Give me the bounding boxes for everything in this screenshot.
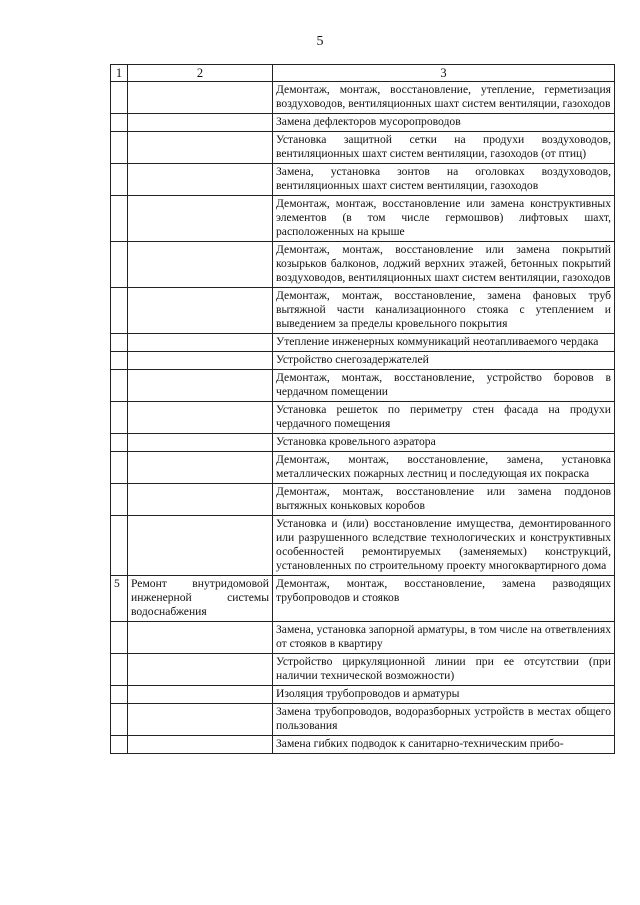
col-header-1: 1 — [111, 65, 128, 82]
section-title-cell — [128, 622, 273, 654]
work-description: Замена трубопроводов, водоразборных устройств в местах общего пользования — [273, 704, 615, 736]
work-description: Демонтаж, монтаж, восстановление, замена, установка металлических пожарных лестниц и последующая их покраска — [273, 452, 615, 484]
row-number-cell — [111, 452, 128, 484]
work-description: Устройство циркуляционной линии при ее отсутствии (при наличии технической возможности) — [273, 654, 615, 686]
work-description: Демонтаж, монтаж, восстановление или замена покрытий козырьков балконов, лоджий верхних этажей, бетонных покрытий воздуховодов, вентиляционных шахт систем вентиляции, газоходов — [273, 242, 615, 288]
section-title-cell — [128, 516, 273, 576]
table-row — [111, 82, 615, 114]
table-row — [111, 114, 615, 132]
section-title-cell — [128, 452, 273, 484]
table-row — [111, 288, 615, 334]
work-description: Установка и (или) восстановление имущества, демонтированного или разрушенного вследствие технологических и конструктивных особенностей ремонтируемых (заменяемых) конструкций, установленных по строительному проекту многоквартирного дома — [273, 516, 615, 576]
section-title-cell — [128, 370, 273, 402]
table-row — [111, 484, 615, 516]
table-row — [111, 686, 615, 704]
table-row — [111, 196, 615, 242]
section-title-cell — [128, 82, 273, 114]
work-description: Демонтаж, монтаж, восстановление или замена конструктивных элементов (в том числе гермошвов) лифтовых шахт, расположенных на крыше — [273, 196, 615, 242]
work-description: Устройство снегозадержателей — [273, 352, 615, 370]
section-title-cell — [128, 164, 273, 196]
section-title-cell — [128, 654, 273, 686]
work-description: Замена, установка зонтов на оголовках воздуховодов, вентиляционных шахт систем вентиляции, газоходов — [273, 164, 615, 196]
section-title-cell — [128, 484, 273, 516]
row-number-cell — [111, 132, 128, 164]
row-number-cell — [111, 622, 128, 654]
section-title-cell — [128, 686, 273, 704]
work-description: Демонтаж, монтаж, восстановление, замена фановых труб вытяжной части канализационного стояка с утеплением и выведением за пределы кровельного покрытия — [273, 288, 615, 334]
table-row — [111, 370, 615, 402]
table-row — [111, 132, 615, 164]
work-description: Замена дефлекторов мусоропроводов — [273, 114, 615, 132]
section-title-cell — [128, 114, 273, 132]
table-row — [111, 736, 615, 754]
row-number-cell — [111, 82, 128, 114]
work-description: Утепление инженерных коммуникаций неотапливаемого чердака — [273, 334, 615, 352]
work-description: Установка кровельного аэратора — [273, 434, 615, 452]
section-title-cell — [128, 434, 273, 452]
work-description: Установка защитной сетки на продухи воздуховодов, вентиляционных шахт систем вентиляции, газоходов (от птиц) — [273, 132, 615, 164]
work-description: Изоляция трубопроводов и арматуры — [273, 686, 615, 704]
section-number: 5 — [111, 576, 128, 622]
row-number-cell — [111, 288, 128, 334]
table-header-row — [111, 65, 615, 82]
table-row — [111, 402, 615, 434]
row-number-cell — [111, 370, 128, 402]
row-number-cell — [111, 654, 128, 686]
work-description: Установка решеток по периметру стен фасада на продухи чердачного помещения — [273, 402, 615, 434]
table-row — [111, 704, 615, 736]
section-title-cell — [128, 242, 273, 288]
section-title-cell — [128, 576, 273, 622]
work-description: Замена гибких подводок к санитарно-техническим прибо- — [273, 736, 615, 754]
row-number-cell — [111, 736, 128, 754]
work-description: Демонтаж, монтаж, восстановление, замена разводящих трубопроводов и стояков — [273, 576, 615, 622]
row-number-cell — [111, 164, 128, 196]
table-row — [111, 576, 615, 622]
table-row — [111, 622, 615, 654]
page-number: 5 — [316, 34, 324, 49]
table-row — [111, 516, 615, 576]
work-description: Демонтаж, монтаж, восстановление, устройство боровов в чердачном помещении — [273, 370, 615, 402]
works-table — [110, 64, 615, 754]
row-number-cell — [111, 402, 128, 434]
col-header-3: 3 — [273, 65, 615, 82]
section-title-cell — [128, 736, 273, 754]
section-title-cell — [128, 352, 273, 370]
section-title-cell — [128, 196, 273, 242]
section-title-cell — [128, 288, 273, 334]
section-title-cell — [128, 402, 273, 434]
col-header-2: 2 — [128, 65, 273, 82]
table-row — [111, 352, 615, 370]
work-description: Демонтаж, монтаж, восстановление, утепление, герметизация воздуховодов, вентиляционных шахт систем вентиляции, газоходов — [273, 82, 615, 114]
row-number-cell — [111, 434, 128, 452]
row-number-cell — [111, 352, 128, 370]
section-title-cell — [128, 334, 273, 352]
work-description: Демонтаж, монтаж, восстановление или замена поддонов вытяжных коньковых коробов — [273, 484, 615, 516]
section-title: Ремонт внутридомовой инженерной системы водоснабжения — [131, 577, 269, 618]
row-number-cell — [111, 334, 128, 352]
table-row — [111, 164, 615, 196]
row-number-cell — [111, 242, 128, 288]
work-description: Замена, установка запорной арматуры, в том числе на ответвлениях от стояков в квартиру — [273, 622, 615, 654]
row-number-cell — [111, 196, 128, 242]
row-number-cell — [111, 114, 128, 132]
table-row — [111, 242, 615, 288]
row-number-cell — [111, 516, 128, 576]
section-title-cell — [128, 704, 273, 736]
row-number-cell — [111, 704, 128, 736]
row-number-cell — [111, 686, 128, 704]
row-number-cell — [111, 484, 128, 516]
table-row — [111, 434, 615, 452]
table-row — [111, 334, 615, 352]
table-row — [111, 452, 615, 484]
section-title-cell — [128, 132, 273, 164]
table-row — [111, 654, 615, 686]
